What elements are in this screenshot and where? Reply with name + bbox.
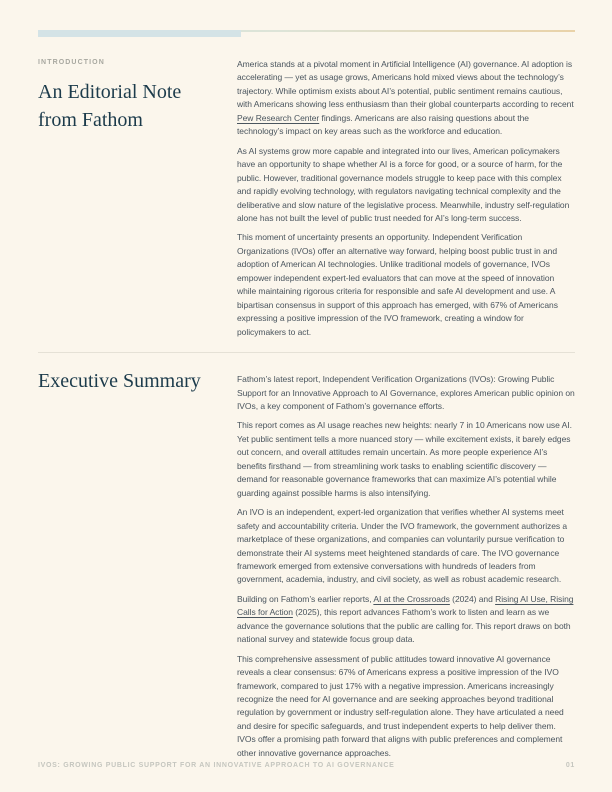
text-run: findings. Americans are also raising questions about the technology’s impact on key areas such as the workforce and education. xyxy=(237,112,529,137)
paragraph xyxy=(237,373,575,413)
top-accent-bar xyxy=(38,30,241,37)
section-eyebrow: INTRODUCTION xyxy=(38,59,105,66)
text-run: As AI systems grow more capable and integrated into our lives, American policymakers have an opportunity to shape whether AI is a force for good, or a source of harm, for the public. However, traditional governance models struggle to keep pace with this complex and rapidly evolving technology, with regulators navigating technical complexity and the deliberative and slow nature of the legislative process. Meanwhile, industry self-regulation alone has not built the level of public trust needed for AI’s long-term success. xyxy=(237,145,570,223)
section-introduction-left-column xyxy=(38,58,237,339)
page-content xyxy=(38,58,575,760)
pew-research-center-link[interactable]: Pew Research Center xyxy=(237,112,320,123)
section-executive-summary-body xyxy=(237,373,575,760)
paragraph xyxy=(237,58,575,139)
paragraph xyxy=(237,653,575,761)
text-run: America stands at a pivotal moment in Artificial Intelligence (AI) governance. AI adoption is accelerating — yet as usage grows, Americans hold mixed views about the technology’s trajectory. While optimism exists about AI’s potential, public sentiment remains cautious, with Americans showing less enthusiasm than their global counterparts according to recent xyxy=(237,59,574,110)
section-introduction-body xyxy=(237,58,575,339)
text-run: An IVO is an independent, expert-led organization that verifies whether AI systems meet safety and accountability criteria. Under the IVO framework, the government authorizes a marketplace of these organizations, and companies can voluntarily pursue verification to demonstrate their AI systems meet heightened standards of care. The IVO governance framework emerged from extensive conversations with hundreds of leaders from government, academia, industry, and civil society, as well as robust academic research. xyxy=(237,507,568,585)
footer-page-number: 01 xyxy=(565,762,575,769)
section-introduction xyxy=(38,58,575,339)
text-run: This comprehensive assessment of public attitudes toward innovative AI governance reveals a clear consensus: 67% of Americans express a positive impression of the IVO framework, compared to just 17% with a negative impression. Americans increasingly recognize the need for AI governance and are seeking approaches beyond traditional regulation by government or industry self-regulation alone. They have articulated a need and desire for specific safeguards, and trust independent experts to help deliver them. IVOs offer a promising path forward that aligns with public preferences and complement other innovative governance approaches. xyxy=(237,653,564,758)
paragraph xyxy=(237,506,575,587)
section-heading: An Editorial Note from Fathom xyxy=(38,81,182,131)
text-run: This moment of uncertainty presents an opportunity. Independent Verification Organizations (IVOs) offer an alternative way forward, helping boost public trust in and adoption of American AI technologies. Unlike traditional models of governance, IVOs empower independent expert-led evaluators that can move at the speed of innovation while maintaining rigorous criteria for responsible and safe AI development and use. A bipartisan consensus in support of this approach has emerged, with 67% of Americans expressing a positive impression of the IVO framework, creating a window for policymakers to act. xyxy=(237,232,558,337)
paragraph xyxy=(237,419,575,500)
text-run: This report comes as AI usage reaches new heights: nearly 7 in 10 Americans now use AI. Yet public sentiment tells a more nuanced story — while excitement exists, it barely edges out concern, and overall attitudes remain uncertain. As more people experience AI’s benefits firsthand — from streamlining work tasks to enabling scientific discovery — demand for reasonable governance frameworks that can maximize AI’s potential while guarding against possible harms is also intensifying. xyxy=(237,420,572,498)
page-footer xyxy=(38,762,575,769)
text-run: (2024) and xyxy=(449,593,496,604)
text-run: Building on Fathom’s earlier reports, xyxy=(237,593,374,604)
footer-report-title: IVOS: GROWING PUBLIC SUPPORT FOR AN INNOVATIVE APPROACH TO AI GOVERNANCE xyxy=(38,762,395,769)
text-run: Fathom’s latest report, Independent Verification Organizations (IVOs): Growing Public Support for an Innovative Approach to AI Governance, explores American public opinion on IVOs, a key component of Fathom’s governance efforts. xyxy=(237,374,575,411)
paragraph xyxy=(237,593,575,647)
section-divider xyxy=(38,352,575,353)
section-executive-summary xyxy=(38,370,575,760)
ai-at-the-crossroads-link[interactable]: AI at the Crossroads xyxy=(373,593,450,604)
rising-ai-use-link[interactable]: Rising AI Use, Rising Calls for Action xyxy=(237,593,574,618)
paragraph xyxy=(237,231,575,339)
section-executive-summary-left-column xyxy=(38,370,237,760)
text-run: (2025), this report advances Fathom’s work to listen and learn as we advance the governance solutions that the public are calling for. This report draws on both national survey and statewide focus group data. xyxy=(237,607,571,645)
section-heading: Executive Summary xyxy=(38,370,201,393)
paragraph xyxy=(237,145,575,226)
